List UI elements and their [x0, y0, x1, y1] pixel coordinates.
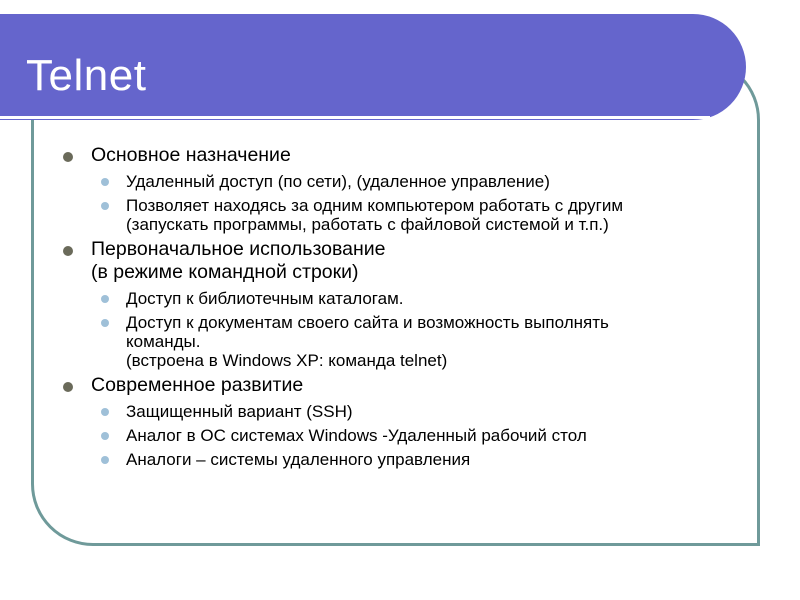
sub-bullet-text: Аналоги – системы удаленного управления	[126, 450, 471, 469]
sub-bullet-remote-control-systems	[60, 450, 750, 469]
sub-bullet-text: команды.	[126, 332, 201, 351]
title-underline	[0, 116, 710, 119]
sub-bullet-work-with-other	[60, 196, 750, 234]
round-bullet-icon	[63, 152, 73, 162]
bullet-modern-development	[60, 374, 750, 397]
round-bullet-icon	[63, 246, 73, 256]
sub-bullet-text: Доступ к документам своего сайта и возможность выполнять	[126, 313, 609, 332]
sub-bullet-text: Удаленный доступ (по сети), (удаленное управление)	[126, 172, 550, 191]
bullet-initial-use	[60, 238, 750, 284]
sub-bullet-text: (запускать программы, работать с файловой системой и т.п.)	[126, 215, 609, 234]
sub-bullet-site-documents	[60, 313, 750, 370]
round-bullet-icon	[101, 295, 109, 303]
round-bullet-icon	[101, 432, 109, 440]
sub-bullet-text: (встроена в Windows XP: команда telnet)	[126, 351, 448, 370]
sub-bullet-remote-access	[60, 172, 750, 191]
bullet-text: Основное назначение	[91, 144, 291, 166]
round-bullet-icon	[101, 202, 109, 210]
sub-bullet-text: Аналог в ОС системах Windows -Удаленный рабочий стол	[126, 426, 587, 445]
round-bullet-icon	[101, 178, 109, 186]
round-bullet-icon	[101, 319, 109, 327]
bullet-text: Первоначальное использование	[91, 238, 386, 260]
sub-bullet-text: Позволяет находясь за одним компьютером работать с другим	[126, 196, 624, 215]
title-bar	[0, 14, 746, 120]
sub-bullet-text: Доступ к библиотечным каталогам.	[126, 289, 404, 308]
round-bullet-icon	[101, 456, 109, 464]
sub-bullet-remote-desktop	[60, 426, 750, 445]
sub-bullet-library-catalogs	[60, 289, 750, 308]
slide-title: Telnet	[26, 51, 147, 100]
round-bullet-icon	[63, 382, 73, 392]
bullet-text: (в режиме командной строки)	[91, 261, 359, 283]
bullet-text: Современное развитие	[91, 374, 304, 396]
sub-bullet-ssh	[60, 402, 750, 421]
bullet-main-purpose	[60, 144, 750, 167]
slide-body	[60, 140, 750, 469]
round-bullet-icon	[101, 408, 109, 416]
sub-bullet-text: Защищенный вариант (SSH)	[126, 402, 353, 421]
